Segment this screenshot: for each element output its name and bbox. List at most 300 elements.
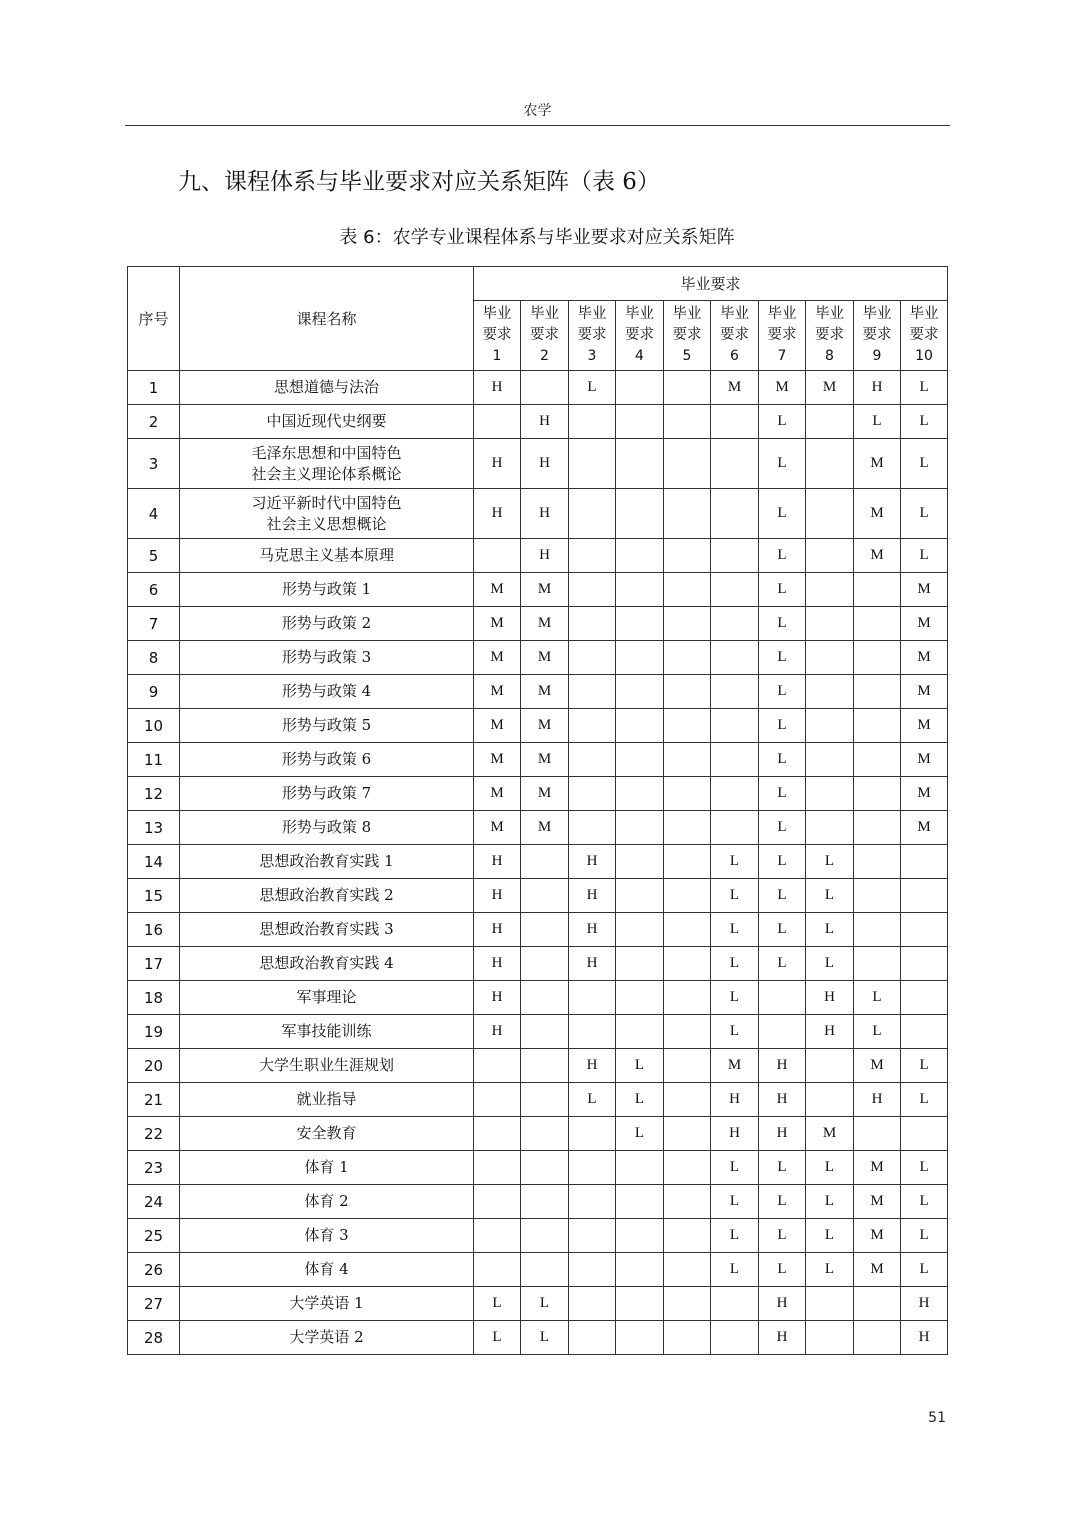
support-level-cell xyxy=(854,1287,901,1321)
table-row xyxy=(128,1321,948,1355)
course-name-line: 思想政治教育实践 3 xyxy=(259,920,394,938)
requirement-label-line2: 要求 xyxy=(672,327,702,343)
support-level-cell xyxy=(711,573,759,607)
row-seq: 10 xyxy=(128,709,180,743)
support-level-cell xyxy=(616,1321,664,1355)
course-name xyxy=(180,539,474,573)
support-level-cell xyxy=(569,743,616,777)
support-level-cell: L xyxy=(711,981,759,1015)
course-name-line: 中国近现代史纲要 xyxy=(266,412,387,430)
support-level-cell: L xyxy=(759,743,806,777)
support-level-cell: L xyxy=(759,879,806,913)
table-row xyxy=(128,845,948,879)
support-level-cell: H xyxy=(854,371,901,405)
page-number: 51 xyxy=(928,1410,946,1426)
table-row xyxy=(128,607,948,641)
support-level-cell: M xyxy=(521,743,569,777)
support-level-cell: L xyxy=(759,947,806,981)
course-name-line: 大学英语 1 xyxy=(289,1294,364,1312)
column-header-requirement-7 xyxy=(759,301,806,371)
support-level-cell xyxy=(616,981,664,1015)
support-level-cell: L xyxy=(759,811,806,845)
support-level-cell xyxy=(474,405,521,439)
support-level-cell: L xyxy=(759,607,806,641)
support-level-cell xyxy=(474,1117,521,1151)
support-level-cell xyxy=(521,1083,569,1117)
support-level-cell: L xyxy=(901,405,948,439)
support-level-cell: M xyxy=(901,607,948,641)
support-level-cell xyxy=(854,947,901,981)
table-row xyxy=(128,777,948,811)
support-level-cell: M xyxy=(901,743,948,777)
support-level-cell: H xyxy=(569,879,616,913)
support-level-cell xyxy=(616,489,664,539)
row-seq: 21 xyxy=(128,1083,180,1117)
course-name-line: 大学英语 2 xyxy=(289,1328,364,1346)
support-level-cell xyxy=(569,709,616,743)
support-level-cell xyxy=(474,539,521,573)
column-group-header: 毕业要求 xyxy=(474,267,948,301)
support-level-cell: L xyxy=(759,913,806,947)
support-level-cell: L xyxy=(806,1219,854,1253)
course-name xyxy=(180,777,474,811)
requirement-label-line1: 毕业 xyxy=(815,306,844,322)
row-seq: 6 xyxy=(128,573,180,607)
support-level-cell: M xyxy=(474,573,521,607)
support-level-cell xyxy=(521,1185,569,1219)
table-row xyxy=(128,1117,948,1151)
support-level-cell xyxy=(711,489,759,539)
support-level-cell: L xyxy=(759,641,806,675)
support-level-cell: L xyxy=(901,371,948,405)
support-level-cell: L xyxy=(616,1117,664,1151)
support-level-cell xyxy=(569,777,616,811)
support-level-cell: M xyxy=(854,1151,901,1185)
requirement-number: 3 xyxy=(587,348,597,364)
course-name-line: 体育 1 xyxy=(304,1158,349,1176)
support-level-cell: H xyxy=(474,439,521,489)
table-row xyxy=(128,371,948,405)
support-level-cell xyxy=(616,879,664,913)
support-level-cell: H xyxy=(474,879,521,913)
table-row xyxy=(128,405,948,439)
support-level-cell: L xyxy=(901,1049,948,1083)
support-level-cell: L xyxy=(901,489,948,539)
support-level-cell: L xyxy=(759,777,806,811)
requirement-label-line2: 要求 xyxy=(482,327,512,343)
support-level-cell xyxy=(901,981,948,1015)
row-seq: 11 xyxy=(128,743,180,777)
requirement-number: 2 xyxy=(540,348,549,364)
support-level-cell: L xyxy=(806,1185,854,1219)
course-name xyxy=(180,675,474,709)
support-level-cell xyxy=(664,1185,711,1219)
course-name xyxy=(180,947,474,981)
support-level-cell xyxy=(901,947,948,981)
support-level-cell: H xyxy=(711,1083,759,1117)
course-name-line: 形势与政策 7 xyxy=(281,784,372,802)
support-level-cell xyxy=(806,709,854,743)
support-level-cell xyxy=(759,1015,806,1049)
support-level-cell: H xyxy=(569,913,616,947)
support-level-cell xyxy=(664,1151,711,1185)
course-name-line: 形势与政策 5 xyxy=(281,716,372,734)
support-level-cell: M xyxy=(901,777,948,811)
row-seq: 16 xyxy=(128,913,180,947)
course-name-line: 形势与政策 8 xyxy=(281,818,372,836)
course-name-line: 就业指导 xyxy=(296,1090,357,1108)
support-level-cell xyxy=(806,1049,854,1083)
support-level-cell xyxy=(854,777,901,811)
course-name-line: 马克思主义基本原理 xyxy=(258,546,394,564)
support-level-cell xyxy=(664,1049,711,1083)
support-level-cell: M xyxy=(521,811,569,845)
support-level-cell xyxy=(616,539,664,573)
requirement-label-line1: 毕业 xyxy=(862,306,892,322)
table-row xyxy=(128,1083,948,1117)
support-level-cell: M xyxy=(521,777,569,811)
support-level-cell: M xyxy=(806,371,854,405)
support-level-cell xyxy=(616,777,664,811)
requirement-number: 4 xyxy=(635,348,644,364)
requirement-number: 1 xyxy=(492,348,502,364)
column-header-requirement-1 xyxy=(474,301,521,371)
support-level-cell: L xyxy=(759,675,806,709)
course-name-line: 体育 2 xyxy=(304,1192,349,1210)
support-level-cell: L xyxy=(759,489,806,539)
table-row xyxy=(128,675,948,709)
support-level-cell: L xyxy=(711,947,759,981)
support-level-cell xyxy=(806,1287,854,1321)
requirement-number: 6 xyxy=(730,348,739,364)
row-seq: 28 xyxy=(128,1321,180,1355)
course-name-line: 安全教育 xyxy=(296,1124,357,1142)
support-level-cell: M xyxy=(854,1185,901,1219)
support-level-cell xyxy=(616,1015,664,1049)
table-row xyxy=(128,709,948,743)
requirement-label-line2: 要求 xyxy=(815,327,844,343)
support-level-cell xyxy=(474,1083,521,1117)
course-name-line: 思想政治教育实践 2 xyxy=(259,886,394,904)
row-seq: 2 xyxy=(128,405,180,439)
support-level-cell: H xyxy=(759,1287,806,1321)
row-seq: 3 xyxy=(128,439,180,489)
course-name xyxy=(180,405,474,439)
support-level-cell: M xyxy=(854,539,901,573)
support-level-cell: L xyxy=(806,947,854,981)
running-header: 农学 xyxy=(125,98,950,126)
row-seq: 1 xyxy=(128,371,180,405)
support-level-cell: H xyxy=(521,439,569,489)
support-level-cell xyxy=(664,1117,711,1151)
support-level-cell xyxy=(901,913,948,947)
row-seq: 22 xyxy=(128,1117,180,1151)
row-seq: 27 xyxy=(128,1287,180,1321)
support-level-cell: H xyxy=(474,981,521,1015)
support-level-cell xyxy=(616,675,664,709)
support-level-cell xyxy=(521,1015,569,1049)
support-level-cell xyxy=(711,607,759,641)
support-level-cell: M xyxy=(901,641,948,675)
course-name-line: 思想政治教育实践 1 xyxy=(259,852,394,870)
support-level-cell: H xyxy=(474,845,521,879)
support-level-cell: H xyxy=(806,981,854,1015)
support-level-cell xyxy=(711,1321,759,1355)
support-level-cell xyxy=(854,1321,901,1355)
support-level-cell: M xyxy=(521,709,569,743)
support-level-cell xyxy=(711,405,759,439)
course-name xyxy=(180,709,474,743)
support-level-cell: H xyxy=(854,1083,901,1117)
support-level-cell xyxy=(664,539,711,573)
support-level-cell xyxy=(521,913,569,947)
table-row xyxy=(128,1015,948,1049)
support-level-cell: L xyxy=(474,1321,521,1355)
course-name xyxy=(180,489,474,539)
support-level-cell: L xyxy=(806,879,854,913)
course-name-line: 社会主义思想概论 xyxy=(266,514,387,533)
support-level-cell: L xyxy=(711,1185,759,1219)
support-level-cell: L xyxy=(521,1287,569,1321)
support-level-cell xyxy=(569,641,616,675)
support-level-cell: M xyxy=(854,1219,901,1253)
support-level-cell: H xyxy=(569,1049,616,1083)
table-row xyxy=(128,981,948,1015)
support-level-cell: L xyxy=(711,1151,759,1185)
column-header-requirement-10 xyxy=(901,301,948,371)
support-level-cell xyxy=(664,405,711,439)
row-seq: 8 xyxy=(128,641,180,675)
requirement-label-line2: 要求 xyxy=(767,327,797,343)
row-seq: 4 xyxy=(128,489,180,539)
support-level-cell xyxy=(569,607,616,641)
support-level-cell xyxy=(616,743,664,777)
support-level-cell xyxy=(664,1253,711,1287)
course-name xyxy=(180,1253,474,1287)
support-level-cell: M xyxy=(474,641,521,675)
row-seq: 17 xyxy=(128,947,180,981)
support-level-cell xyxy=(664,641,711,675)
support-level-cell xyxy=(521,1253,569,1287)
support-level-cell xyxy=(664,1321,711,1355)
support-level-cell: H xyxy=(521,405,569,439)
table-row xyxy=(128,743,948,777)
requirement-label-line2: 要求 xyxy=(862,327,892,343)
support-level-cell xyxy=(854,879,901,913)
support-level-cell: M xyxy=(901,709,948,743)
support-level-cell xyxy=(521,947,569,981)
support-level-cell xyxy=(616,1253,664,1287)
support-level-cell xyxy=(569,675,616,709)
support-level-cell xyxy=(521,845,569,879)
support-level-cell: H xyxy=(521,489,569,539)
column-header-course: 课程名称 xyxy=(180,267,474,371)
course-name xyxy=(180,1015,474,1049)
course-name xyxy=(180,913,474,947)
support-level-cell xyxy=(521,1219,569,1253)
table-row xyxy=(128,1049,948,1083)
support-level-cell xyxy=(806,439,854,489)
support-level-cell xyxy=(569,1185,616,1219)
support-level-cell xyxy=(664,439,711,489)
support-level-cell: L xyxy=(759,1219,806,1253)
support-level-cell xyxy=(616,811,664,845)
support-level-cell xyxy=(854,1117,901,1151)
support-level-cell xyxy=(664,947,711,981)
support-level-cell: H xyxy=(474,1015,521,1049)
row-seq: 19 xyxy=(128,1015,180,1049)
support-level-cell xyxy=(616,1219,664,1253)
requirement-number: 7 xyxy=(777,348,787,364)
support-level-cell xyxy=(616,607,664,641)
support-level-cell xyxy=(664,1083,711,1117)
column-header-seq: 序号 xyxy=(128,267,180,371)
support-level-cell xyxy=(806,539,854,573)
course-name-line: 军事理论 xyxy=(296,988,357,1006)
table-row xyxy=(128,1253,948,1287)
support-level-cell xyxy=(616,371,664,405)
support-level-cell xyxy=(569,1151,616,1185)
support-level-cell: H xyxy=(711,1117,759,1151)
section-title: 九、课程体系与毕业要求对应关系矩阵（表 6） xyxy=(178,169,660,195)
support-level-cell xyxy=(806,811,854,845)
support-level-cell xyxy=(569,405,616,439)
support-level-cell xyxy=(854,573,901,607)
requirement-label-line1: 毕业 xyxy=(482,306,512,322)
row-seq: 14 xyxy=(128,845,180,879)
support-level-cell xyxy=(664,1219,711,1253)
support-level-cell xyxy=(521,1151,569,1185)
course-name-line: 体育 4 xyxy=(304,1260,349,1278)
requirement-number: 5 xyxy=(682,348,692,364)
support-level-cell xyxy=(474,1185,521,1219)
requirement-label-line2: 要求 xyxy=(720,327,749,343)
table-row xyxy=(128,879,948,913)
support-level-cell xyxy=(901,1117,948,1151)
support-level-cell xyxy=(854,709,901,743)
course-name xyxy=(180,1083,474,1117)
support-level-cell: L xyxy=(806,1151,854,1185)
support-level-cell xyxy=(569,439,616,489)
support-level-cell: M xyxy=(521,675,569,709)
support-level-cell: L xyxy=(759,1185,806,1219)
requirement-label-line1: 毕业 xyxy=(720,306,749,322)
support-level-cell xyxy=(616,1185,664,1219)
support-level-cell: M xyxy=(901,811,948,845)
support-level-cell xyxy=(616,1151,664,1185)
support-level-cell: M xyxy=(901,573,948,607)
support-level-cell xyxy=(664,743,711,777)
support-level-cell: M xyxy=(806,1117,854,1151)
support-level-cell: L xyxy=(759,573,806,607)
table-row xyxy=(128,1151,948,1185)
table-row xyxy=(128,489,948,539)
support-level-cell xyxy=(474,1219,521,1253)
support-level-cell xyxy=(664,811,711,845)
requirement-label-line1: 毕业 xyxy=(672,306,702,322)
support-level-cell xyxy=(806,405,854,439)
support-level-cell: L xyxy=(759,709,806,743)
requirement-label-line1: 毕业 xyxy=(625,306,654,322)
support-level-cell: L xyxy=(759,439,806,489)
course-name-line: 思想政治教育实践 4 xyxy=(259,954,394,972)
support-level-cell xyxy=(711,811,759,845)
support-level-cell: H xyxy=(521,539,569,573)
support-level-cell xyxy=(521,981,569,1015)
support-level-cell: H xyxy=(474,371,521,405)
support-level-cell: M xyxy=(711,1049,759,1083)
support-level-cell: L xyxy=(759,1151,806,1185)
support-level-cell: L xyxy=(711,845,759,879)
support-level-cell xyxy=(569,1253,616,1287)
support-level-cell: L xyxy=(616,1083,664,1117)
support-level-cell xyxy=(711,539,759,573)
course-name-line: 形势与政策 3 xyxy=(281,648,372,666)
support-level-cell xyxy=(806,777,854,811)
support-level-cell xyxy=(854,743,901,777)
course-name-line: 形势与政策 6 xyxy=(281,750,372,768)
support-level-cell xyxy=(521,879,569,913)
column-header-requirement-8 xyxy=(806,301,854,371)
support-level-cell xyxy=(806,641,854,675)
requirement-number: 10 xyxy=(915,348,933,364)
support-level-cell: H xyxy=(901,1321,948,1355)
support-level-cell: H xyxy=(474,489,521,539)
support-level-cell: M xyxy=(854,439,901,489)
support-level-cell: H xyxy=(569,845,616,879)
support-level-cell xyxy=(664,1287,711,1321)
course-name-line: 形势与政策 1 xyxy=(281,580,372,598)
row-seq: 7 xyxy=(128,607,180,641)
support-level-cell xyxy=(901,845,948,879)
support-level-cell: H xyxy=(474,913,521,947)
support-level-cell: M xyxy=(474,675,521,709)
support-level-cell: M xyxy=(521,573,569,607)
column-header-requirement-6 xyxy=(711,301,759,371)
support-level-cell xyxy=(806,607,854,641)
support-level-cell: M xyxy=(474,607,521,641)
support-level-cell: L xyxy=(854,405,901,439)
support-level-cell: H xyxy=(901,1287,948,1321)
support-level-cell: L xyxy=(901,1151,948,1185)
requirement-label-line2: 要求 xyxy=(909,327,939,343)
support-level-cell: H xyxy=(759,1083,806,1117)
support-level-cell xyxy=(664,675,711,709)
support-level-cell: L xyxy=(901,1219,948,1253)
support-level-cell: L xyxy=(759,405,806,439)
row-seq: 24 xyxy=(128,1185,180,1219)
support-level-cell: L xyxy=(806,913,854,947)
table-row xyxy=(128,1185,948,1219)
course-name xyxy=(180,845,474,879)
support-level-cell xyxy=(569,489,616,539)
row-seq: 26 xyxy=(128,1253,180,1287)
support-level-cell xyxy=(569,811,616,845)
requirement-number: 9 xyxy=(872,348,882,364)
course-name-line: 思想道德与法治 xyxy=(273,378,379,396)
course-name xyxy=(180,371,474,405)
support-level-cell xyxy=(711,641,759,675)
support-level-cell: M xyxy=(521,607,569,641)
support-level-cell: L xyxy=(569,371,616,405)
support-level-cell: L xyxy=(806,1253,854,1287)
course-name xyxy=(180,573,474,607)
support-level-cell xyxy=(711,439,759,489)
course-name xyxy=(180,1287,474,1321)
support-level-cell: L xyxy=(854,981,901,1015)
support-level-cell: L xyxy=(711,913,759,947)
support-level-cell xyxy=(616,1287,664,1321)
